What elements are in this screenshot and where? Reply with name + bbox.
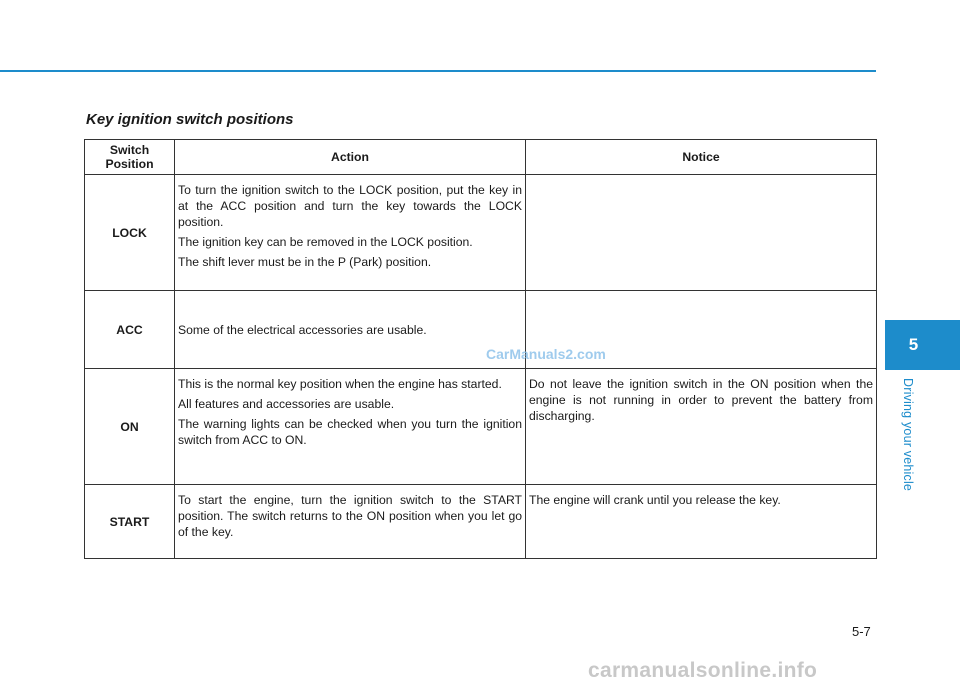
page-number: 5-7 bbox=[852, 624, 871, 639]
action-acc-line: Some of the electrical accessories are usable. bbox=[178, 323, 427, 337]
notice-acc bbox=[526, 291, 877, 369]
chapter-tab bbox=[885, 320, 960, 370]
table-row-on bbox=[85, 369, 877, 485]
action-acc bbox=[175, 291, 526, 369]
position-acc: ACC bbox=[85, 291, 175, 369]
header-rule bbox=[0, 70, 876, 72]
action-lock-line: The ignition key can be removed in the LOCK position. bbox=[178, 235, 473, 249]
position-on: ON bbox=[85, 369, 175, 485]
position-start: START bbox=[85, 485, 175, 559]
action-on-line: All features and accessories are usable. bbox=[178, 397, 395, 411]
site-watermark: carmanualsonline.info bbox=[588, 659, 818, 682]
position-lock: LOCK bbox=[85, 175, 175, 291]
action-start-line: To start the engine, turn the ignition switch to the START position. The switch returns to the ON position when you let go of the key. bbox=[178, 493, 522, 539]
action-start bbox=[175, 485, 526, 559]
section-title: Key ignition switch positions bbox=[86, 111, 294, 128]
table-row-acc bbox=[85, 291, 877, 369]
action-lock-line: The shift lever must be in the P (Park) position. bbox=[178, 255, 432, 269]
table-row-lock bbox=[85, 175, 877, 291]
table-row-start bbox=[85, 485, 877, 559]
ignition-positions-table bbox=[84, 139, 877, 559]
notice-on: Do not leave the ignition switch in the ON position when the engine is not running in order to prevent the battery from discharging. bbox=[526, 369, 877, 485]
action-on bbox=[175, 369, 526, 485]
action-lock bbox=[175, 175, 526, 291]
table-header-row bbox=[85, 140, 877, 175]
chapter-label: Driving your vehicle bbox=[901, 378, 915, 492]
notice-lock bbox=[526, 175, 877, 291]
watermark-overlay: CarManuals2.com bbox=[486, 346, 606, 362]
chapter-number: 5 bbox=[908, 335, 919, 354]
notice-start: The engine will crank until you release the key. bbox=[526, 485, 877, 559]
header-switch-position: Switch Position bbox=[85, 140, 175, 175]
action-on-line: This is the normal key position when the engine has started. bbox=[178, 377, 502, 391]
header-action: Action bbox=[175, 140, 526, 175]
header-notice: Notice bbox=[526, 140, 877, 175]
action-on-line: The warning lights can be checked when you turn the ignition switch from ACC to ON. bbox=[178, 417, 522, 447]
action-lock-line: To turn the ignition switch to the LOCK position, put the key in at the ACC position and turn the key towards the LOCK position. bbox=[178, 183, 522, 229]
